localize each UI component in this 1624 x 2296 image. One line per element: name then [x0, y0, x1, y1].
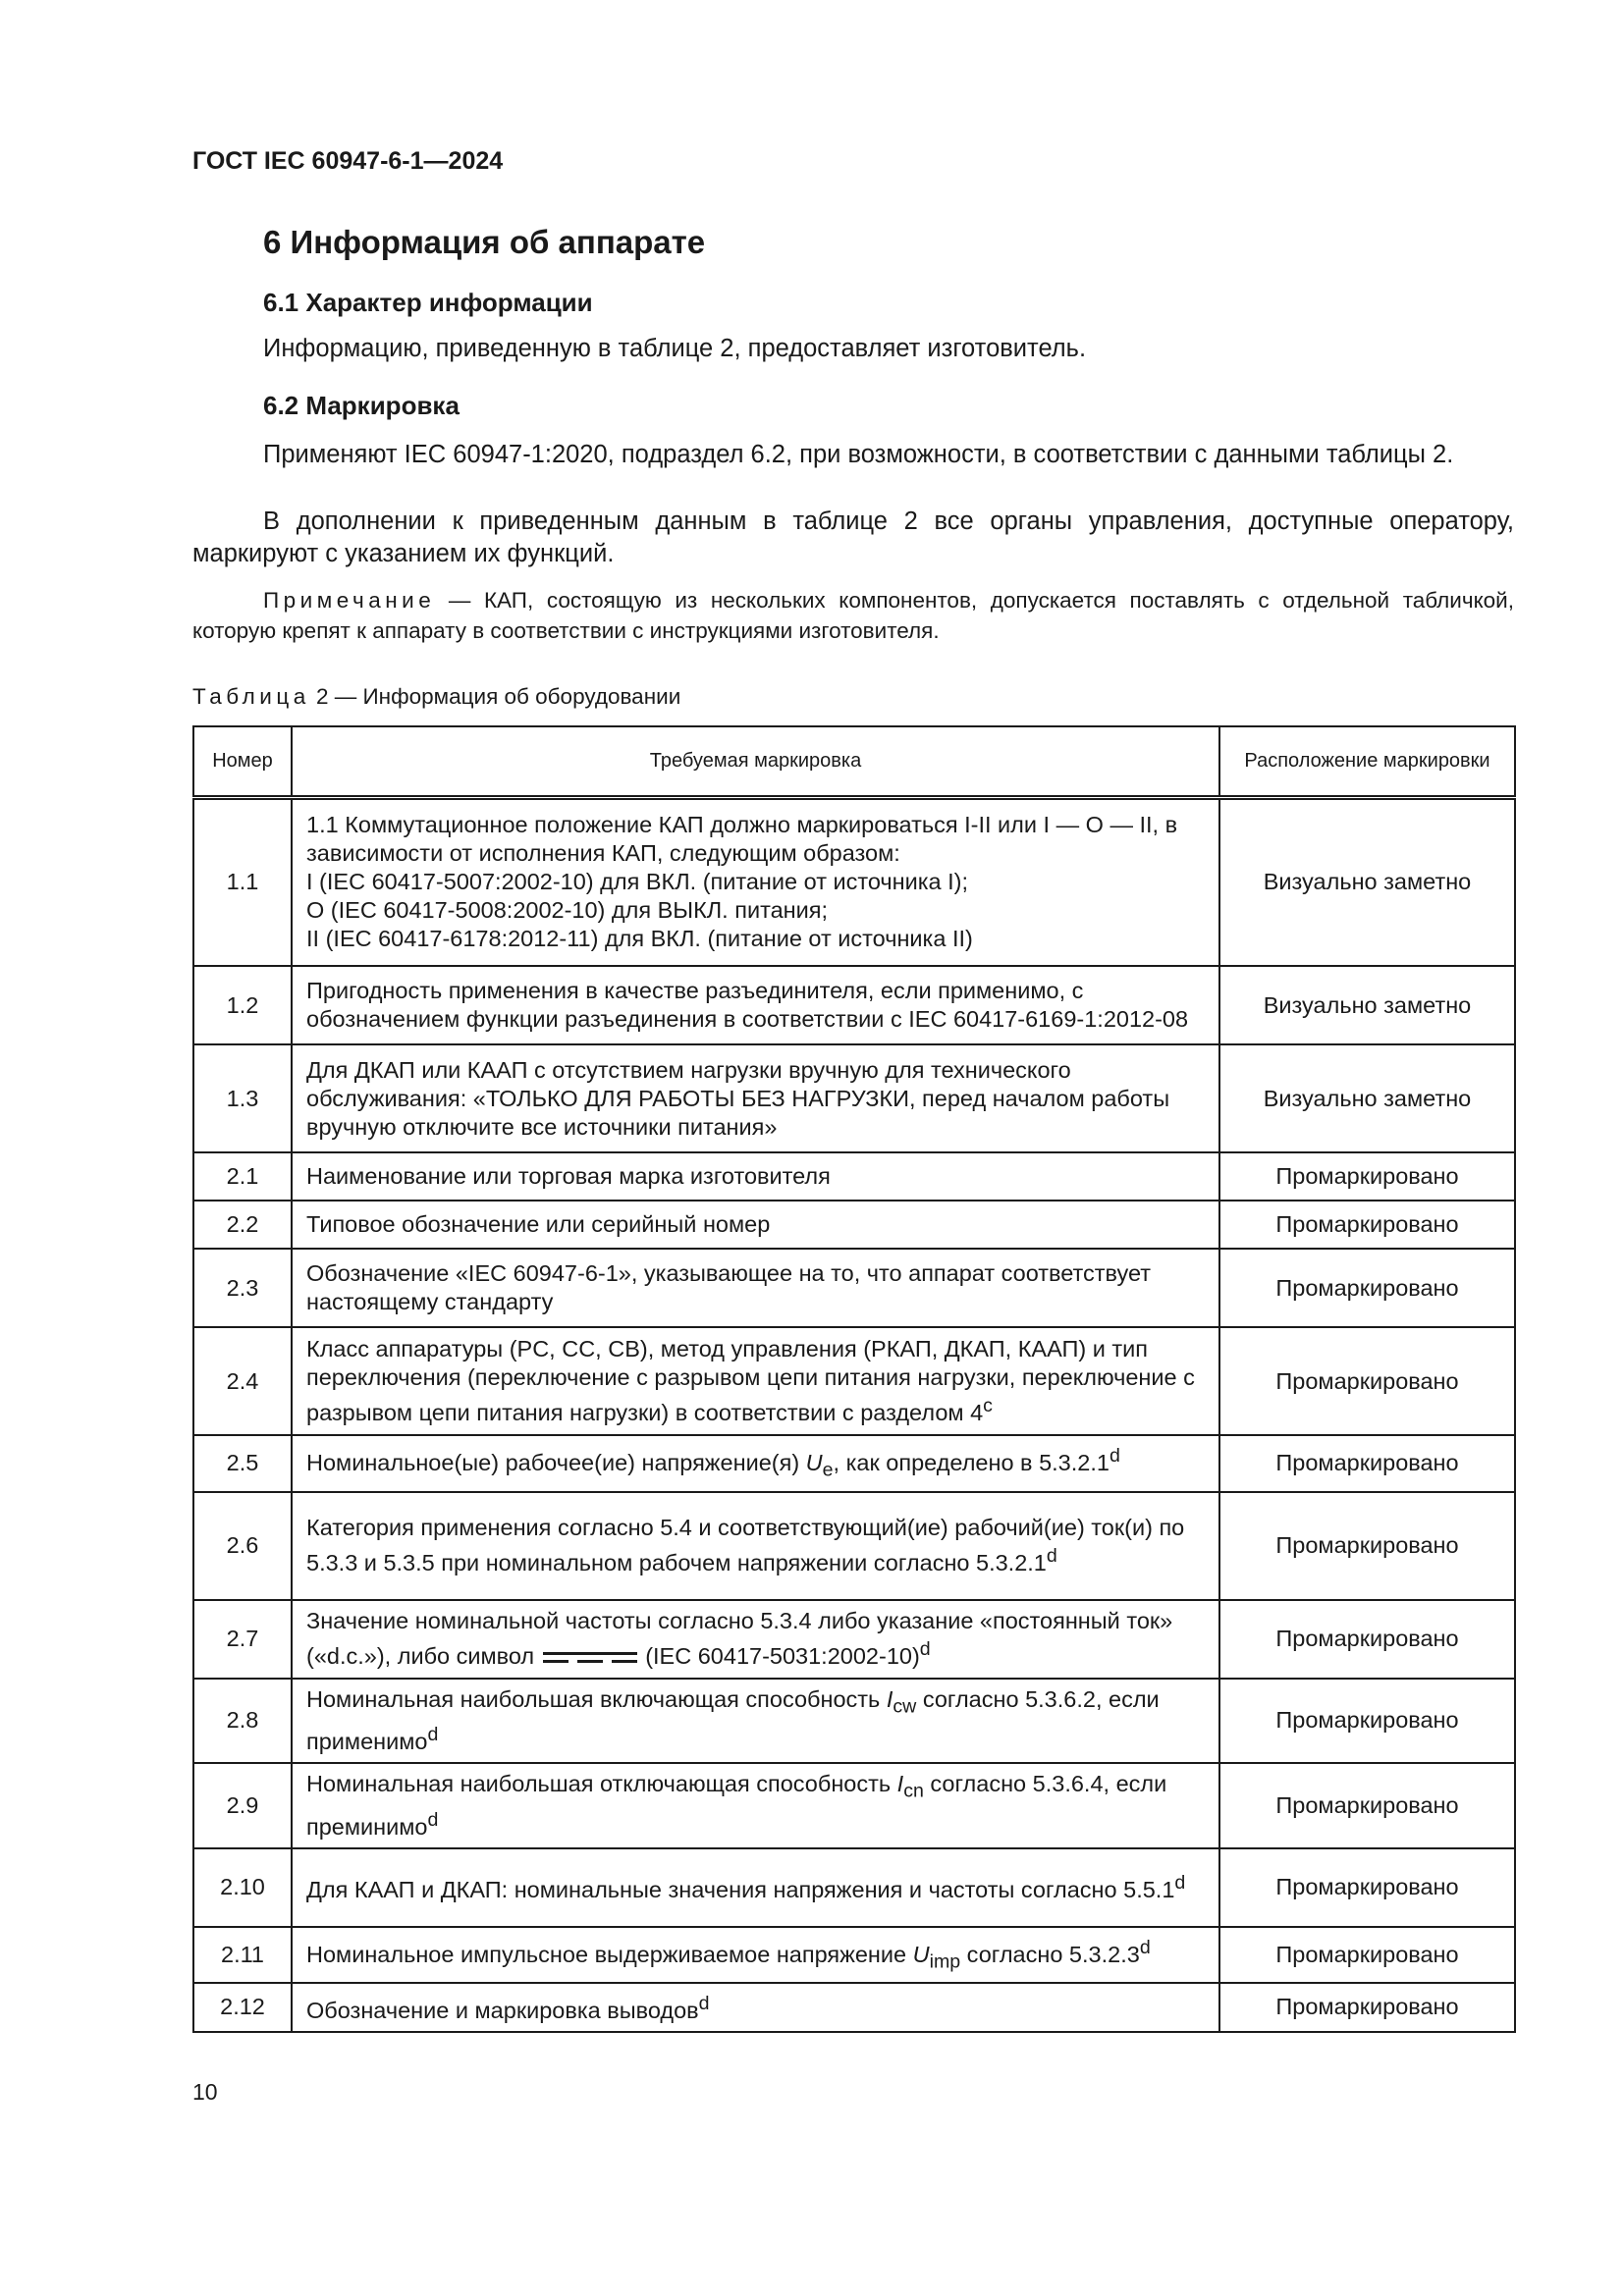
subsection-title-6-1: 6.1 Характер информации — [263, 288, 593, 317]
marking-line: O (IEC 60417-5008:2002-10) для ВЫКЛ. питания; — [306, 897, 829, 924]
marking-line — [306, 1990, 1209, 2025]
note-paragraph — [192, 585, 1514, 646]
marking-text: Обозначение и маркировка выводов — [306, 1997, 699, 2023]
header-location: Расположение маркировки — [1219, 726, 1515, 797]
row-location: Промаркировано — [1219, 1152, 1515, 1201]
marking-line: Типовое обозначение или серийный номер — [306, 1211, 771, 1237]
symbol: I — [886, 1685, 893, 1712]
table-row — [193, 1044, 1515, 1152]
table-caption — [192, 684, 680, 710]
row-marking — [292, 1848, 1219, 1927]
table-row — [193, 1327, 1515, 1435]
dc-current-symbol-icon — [541, 1651, 639, 1665]
row-number: 2.6 — [193, 1492, 292, 1600]
marking-line — [306, 1335, 1209, 1427]
header-number: Номер — [193, 726, 292, 797]
symbol: U — [805, 1449, 823, 1475]
footnote-marker: d — [1174, 1872, 1186, 1895]
symbol-subscript: e — [822, 1459, 834, 1481]
table-row — [193, 1983, 1515, 2032]
marking-line: Обозначение «IEC 60947-6-1», указывающее на то, что аппарат соответствует настоящему стандарту — [306, 1260, 1152, 1314]
marking-text: согласно 5.3.6.4, если преминимо — [306, 1771, 1167, 1840]
row-marking — [292, 1983, 1219, 2032]
footnote-marker: d — [698, 1993, 710, 2015]
marking-line — [306, 1770, 1209, 1842]
marking-line-wrap — [306, 1872, 1186, 1903]
row-location: Промаркировано — [1219, 1600, 1515, 1679]
table-row — [193, 966, 1515, 1044]
row-number: 2.2 — [193, 1201, 292, 1249]
row-location: Промаркировано — [1219, 1763, 1515, 1848]
row-number: 1.2 — [193, 966, 292, 1044]
footnote-marker: c — [983, 1395, 993, 1417]
table-row — [193, 1927, 1515, 1984]
row-marking — [292, 966, 1219, 1044]
footnote-marker: d — [1139, 1936, 1151, 1958]
table-row — [193, 1435, 1515, 1492]
row-marking — [292, 1249, 1219, 1327]
page-number: 10 — [192, 2079, 218, 2105]
marking-line — [306, 1934, 1209, 1977]
row-marking — [292, 797, 1219, 966]
row-location: Визуально заметно — [1219, 1044, 1515, 1152]
table-row — [193, 797, 1515, 966]
row-number: 2.7 — [193, 1600, 292, 1679]
table-row — [193, 1848, 1515, 1927]
table-row — [193, 1152, 1515, 1201]
row-marking — [292, 1435, 1219, 1492]
row-marking — [292, 1763, 1219, 1848]
marking-line-wrap — [306, 1336, 1195, 1425]
marking-text: Номинальная наибольшая включающая способность — [306, 1685, 887, 1712]
marking-text: согласно 5.3.2.3 — [960, 1941, 1140, 1967]
footnote-marker: d — [919, 1638, 931, 1661]
marking-text: Номинальное(ые) рабочее(ие) напряжение(я) — [306, 1449, 806, 1475]
row-marking — [292, 1152, 1219, 1201]
table-caption-label: Таблица — [192, 684, 310, 709]
row-location: Промаркировано — [1219, 1492, 1515, 1600]
table-row — [193, 1201, 1515, 1249]
marking-line — [306, 1685, 1209, 1757]
marking-line — [306, 1607, 1209, 1671]
marking-text: согласно 5.3.6.2, если применимо — [306, 1685, 1160, 1755]
table-body — [193, 797, 1515, 2032]
marking-line: Пригодность применения в качестве разъединителя, если применимо, с обозначением функции разъединения в соответствии с IEC 60417-6169-1:2012-08 — [306, 978, 1189, 1032]
row-location: Промаркировано — [1219, 1327, 1515, 1435]
row-location: Промаркировано — [1219, 1983, 1515, 2032]
marking-text: Значение номинальной частоты согласно 5.3.4 либо указание «постоянный ток» («d.c.»), либо символ — [306, 1608, 1173, 1669]
row-marking — [292, 1600, 1219, 1679]
marking-line-wrap — [306, 1993, 710, 2023]
paragraph-marking-2: В дополнении к приведенным данным в таблице 2 все органы управления, доступные оператору, маркируют с указанием их функций. — [192, 507, 1514, 567]
note-text: — КАП, состоящую из нескольких компонентов, допускается поставлять с отдельной табличкой, которую крепят к аппарату в соответствии с инструкциями изготовителя. — [192, 588, 1514, 643]
subsection-text-6-1: Информацию, приведенную в таблице 2, предоставляет изготовитель. — [263, 335, 1087, 362]
row-marking — [292, 1201, 1219, 1249]
row-marking — [292, 1044, 1219, 1152]
row-number: 2.11 — [193, 1927, 292, 1984]
marking-text: Номинальная наибольшая отключающая способность — [306, 1771, 897, 1797]
row-location: Промаркировано — [1219, 1435, 1515, 1492]
section-title: 6 Информация об аппарате — [263, 224, 706, 260]
row-number: 1.3 — [193, 1044, 292, 1152]
row-marking — [292, 1327, 1219, 1435]
marking-text: Для КААП и ДКАП: номинальные значения напряжения и частоты согласно 5.5.1 — [306, 1877, 1175, 1903]
subsection-title-6-2: 6.2 Маркировка — [263, 391, 460, 420]
marking-line — [306, 1870, 1209, 1905]
row-number: 2.4 — [193, 1327, 292, 1435]
symbol-subscript: imp — [929, 1950, 961, 1973]
row-location: Промаркировано — [1219, 1201, 1515, 1249]
marking-text: Категория применения согласно 5.4 и соответствующий(ие) рабочий(ие) ток(и) по 5.3.3 и 5.3.5 при номинальном рабочем напряжении согласно 5.3.2.1 — [306, 1515, 1185, 1575]
footnote-marker: d — [1046, 1545, 1057, 1568]
symbol: U — [912, 1941, 930, 1967]
row-location: Визуально заметно — [1219, 966, 1515, 1044]
table-row — [193, 1679, 1515, 1764]
row-number: 2.8 — [193, 1679, 292, 1764]
marking-line: 1.1 Коммутационное положение КАП должно маркироваться I-II или I — O — II, в зависимости от исполнения КАП, следующим образом: — [306, 812, 1178, 867]
document-header: ГОСТ IEC 60947-6-1—2024 — [192, 147, 504, 175]
row-location: Промаркировано — [1219, 1927, 1515, 1984]
note-label: Примечание — [263, 588, 436, 613]
marking-line: I (IEC 60417-5007:2002-10) для ВКЛ. (питание от источника I); — [306, 869, 969, 895]
row-marking — [292, 1492, 1219, 1600]
footnote-marker: d — [427, 1808, 439, 1831]
table-row — [193, 1249, 1515, 1327]
footnote-marker: d — [427, 1724, 439, 1746]
row-location: Промаркировано — [1219, 1249, 1515, 1327]
table-caption-text: 2 — Информация об оборудовании — [309, 684, 681, 709]
row-number: 1.1 — [193, 797, 292, 966]
symbol: I — [896, 1771, 904, 1797]
marking-text: Номинальное импульсное выдерживаемое напряжение — [306, 1941, 913, 1967]
marking-text: Класс аппаратуры (PC, CC, CB), метод управления (РКАП, ДКАП, КААП) и тип переключения (переключение с разрывом цепи питания нагрузки, переключение с разрывом цепи питания нагрузки) в соответствии с разделом 4 — [306, 1336, 1195, 1425]
marking-line: Наименование или торговая марка изготовителя — [306, 1163, 831, 1189]
marking-line: II (IEC 60417-6178:2012-11) для ВКЛ. (питание от источника II) — [306, 926, 973, 952]
row-number: 2.9 — [193, 1763, 292, 1848]
row-location: Промаркировано — [1219, 1848, 1515, 1927]
table-header-row — [193, 726, 1515, 797]
row-number: 2.10 — [193, 1848, 292, 1927]
row-location: Промаркировано — [1219, 1679, 1515, 1764]
row-number: 2.5 — [193, 1435, 292, 1492]
symbol-subscript: cw — [893, 1695, 917, 1718]
row-location: Визуально заметно — [1219, 797, 1515, 966]
row-number: 2.1 — [193, 1152, 292, 1201]
marking-text: , как определено в 5.3.2.1 — [833, 1449, 1110, 1475]
symbol-subscript: cn — [903, 1780, 924, 1802]
equipment-info-table — [192, 725, 1516, 2033]
table-row — [193, 1600, 1515, 1679]
marking-text: (IEC 60417-5031:2002-10) — [638, 1642, 920, 1669]
row-marking — [292, 1927, 1219, 1984]
row-number: 2.12 — [193, 1983, 292, 2032]
header-marking: Требуемая маркировка — [292, 726, 1219, 797]
paragraph-marking-1: Применяют IEC 60947-1:2020, подраздел 6.2, при возможности, в соответствии с данными таблицы 2. — [263, 441, 1454, 468]
marking-line — [306, 1442, 1209, 1485]
row-marking — [292, 1679, 1219, 1764]
marking-line: Для ДКАП или КААП с отсутствием нагрузки вручную для технического обслуживания: «ТОЛЬКО ДЛЯ РАБОТЫ БЕЗ НАГРУЗКИ, перед началом работы вручную отключите все источники питания» — [306, 1056, 1170, 1140]
row-number: 2.3 — [193, 1249, 292, 1327]
table-row — [193, 1492, 1515, 1600]
footnote-marker: d — [1109, 1445, 1120, 1467]
marking-line — [306, 1514, 1209, 1577]
table-row — [193, 1763, 1515, 1848]
marking-line-wrap — [306, 1515, 1184, 1575]
